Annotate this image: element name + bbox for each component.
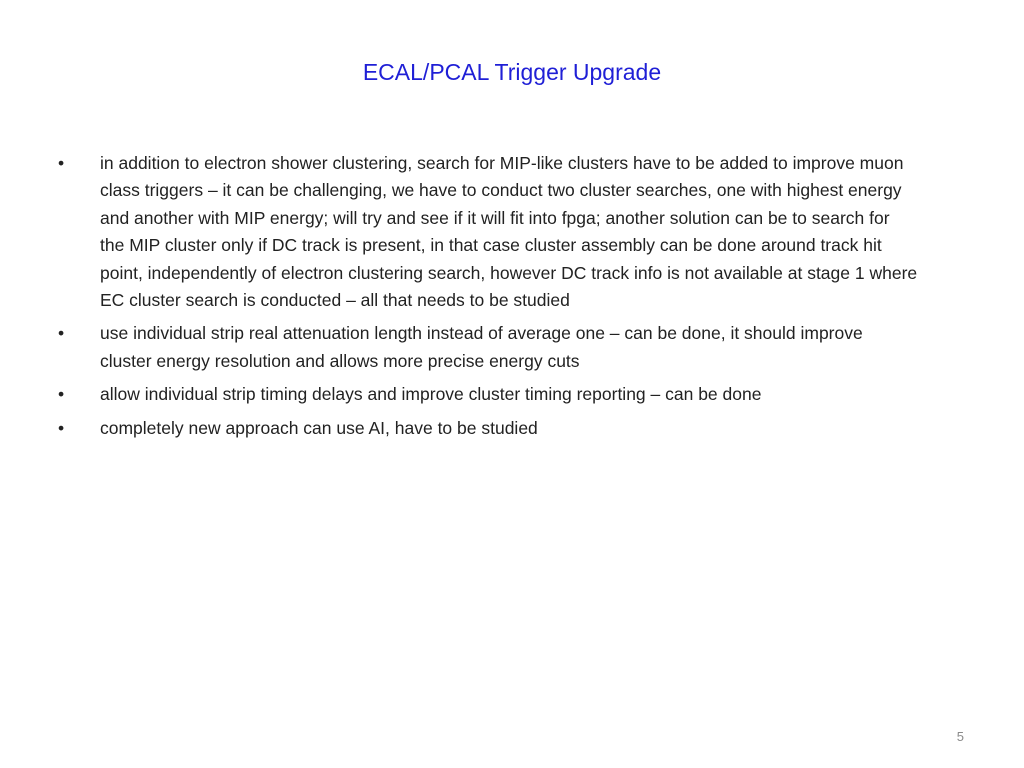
page-number: 5 bbox=[956, 729, 964, 744]
bullet-item bbox=[58, 320, 918, 375]
bullet-list bbox=[58, 150, 918, 448]
bullet-item bbox=[58, 415, 918, 442]
bullet-dot-icon: • bbox=[58, 417, 65, 438]
bullet-dot-icon: • bbox=[58, 384, 65, 405]
bullet-item bbox=[58, 150, 918, 314]
bullet-text: allow individual strip timing delays and improve cluster timing reporting – can be done bbox=[100, 384, 762, 405]
bullet-dot-icon: • bbox=[58, 153, 65, 173]
bullet-dot-icon: • bbox=[58, 323, 65, 344]
bullet-item bbox=[58, 381, 918, 408]
slide-title: ECAL/PCAL Trigger Upgrade bbox=[362, 59, 662, 85]
bullet-text: in addition to electron shower clustering, search for MIP-like clusters have to be added to improve muon class triggers – it can be challenging, we have to conduct two cluster searches, one with highest energy and another with MIP energy; will try and see if it will fit into fpga; another solution can be to search for the MIP cluster only if DC track is present, in that case cluster assembly can be done around track hit point, independently of electron clustering search, however DC track info is not available at stage 1 where EC cluster search is conducted – all that needs to be studied bbox=[100, 153, 918, 311]
bullet-text: use individual strip real attenuation length instead of average one – can be done, it should improve cluster energy resolution and allows more precise energy cuts bbox=[100, 323, 863, 371]
bullet-text: completely new approach can use AI, have to be studied bbox=[100, 417, 538, 438]
